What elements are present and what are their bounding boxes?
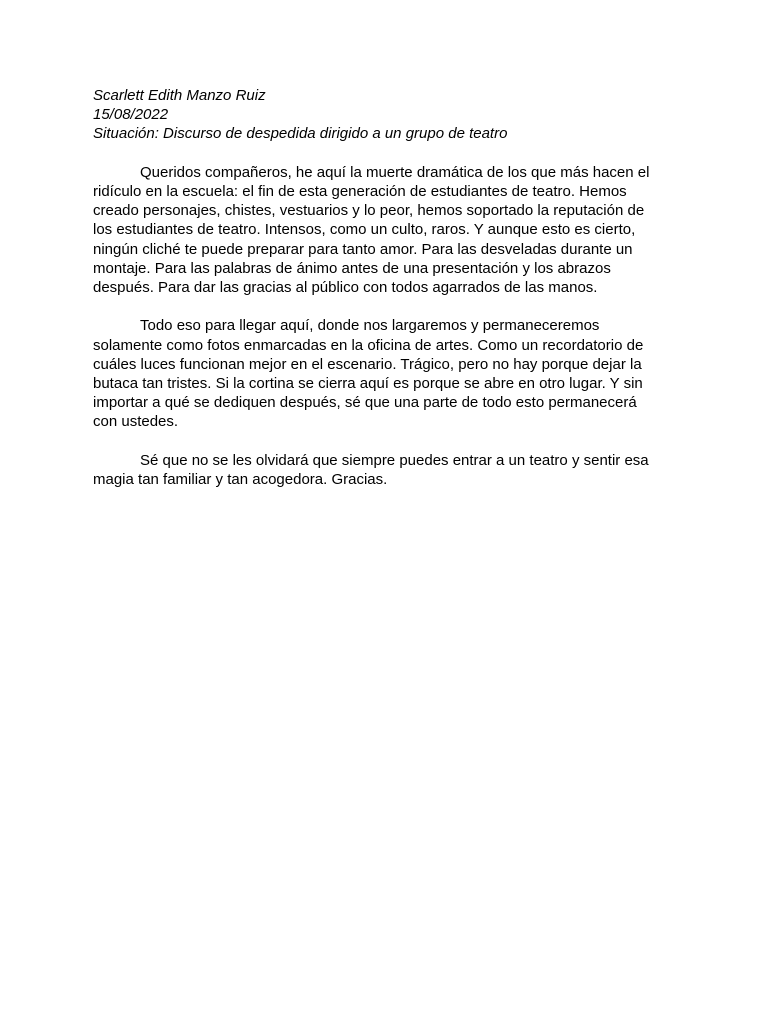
blank-line xyxy=(93,144,672,163)
paragraph-2 xyxy=(93,316,673,431)
paragraph-line: magia tan familiar y tan acogedora. Gracias. xyxy=(93,471,388,489)
paragraph-line: Queridos compañeros, he aquí la muerte dramática de los que más hacen el xyxy=(140,163,650,181)
paragraph-line: butaca tan tristes. Si la cortina se cierra aquí es porque se abre en otro lugar. Y sin xyxy=(93,375,643,393)
paragraph-1 xyxy=(93,163,673,297)
paragraph-line: Sé que no se les olvidará que siempre puedes entrar a un teatro y sentir esa xyxy=(140,451,649,469)
situation-line: Situación: Discurso de despedida dirigido a un grupo de teatro xyxy=(93,125,508,143)
paragraph-line: los estudiantes de teatro. Intensos, como un culto, raros. Y aunque esto es cierto, xyxy=(93,221,636,239)
paragraph-line: después. Para dar las gracias al público con todos agarrados de las manos. xyxy=(93,279,598,297)
paragraph-line: importar a qué se dediquen después, sé que una parte de todo esto permanecerá xyxy=(93,394,637,412)
paragraph-line: con ustedes. xyxy=(93,413,179,431)
paragraph-line: montaje. Para las palabras de ánimo antes de una presentación y los abrazos xyxy=(93,259,611,277)
paragraph-line: creado personajes, chistes, vestuarios y lo peor, hemos soportado la reputación de xyxy=(93,202,645,220)
paragraph-line: ridículo en la escuela: el fin de esta generación de estudiantes de teatro. Hemos xyxy=(93,183,627,200)
blank-line xyxy=(93,297,672,316)
paragraph-line: cuáles luces funcionan mejor en el escenario. Trágico, pero no hay porque dejar la xyxy=(93,355,642,373)
author-name: Scarlett Edith Manzo Ruiz xyxy=(93,87,266,104)
paragraph-line: ningún cliché te puede preparar para tanto amor. Para las desveladas durante un xyxy=(93,240,633,258)
paragraph-line: Todo eso para llegar aquí, donde nos largaremos y permaneceremos xyxy=(140,317,600,335)
paragraph-line: solamente como fotos enmarcadas en la oficina de artes. Como un recordatorio de xyxy=(93,336,644,354)
blank-line xyxy=(93,432,672,451)
paragraph-3 xyxy=(93,451,673,489)
document-date: 15/08/2022 xyxy=(93,106,169,124)
